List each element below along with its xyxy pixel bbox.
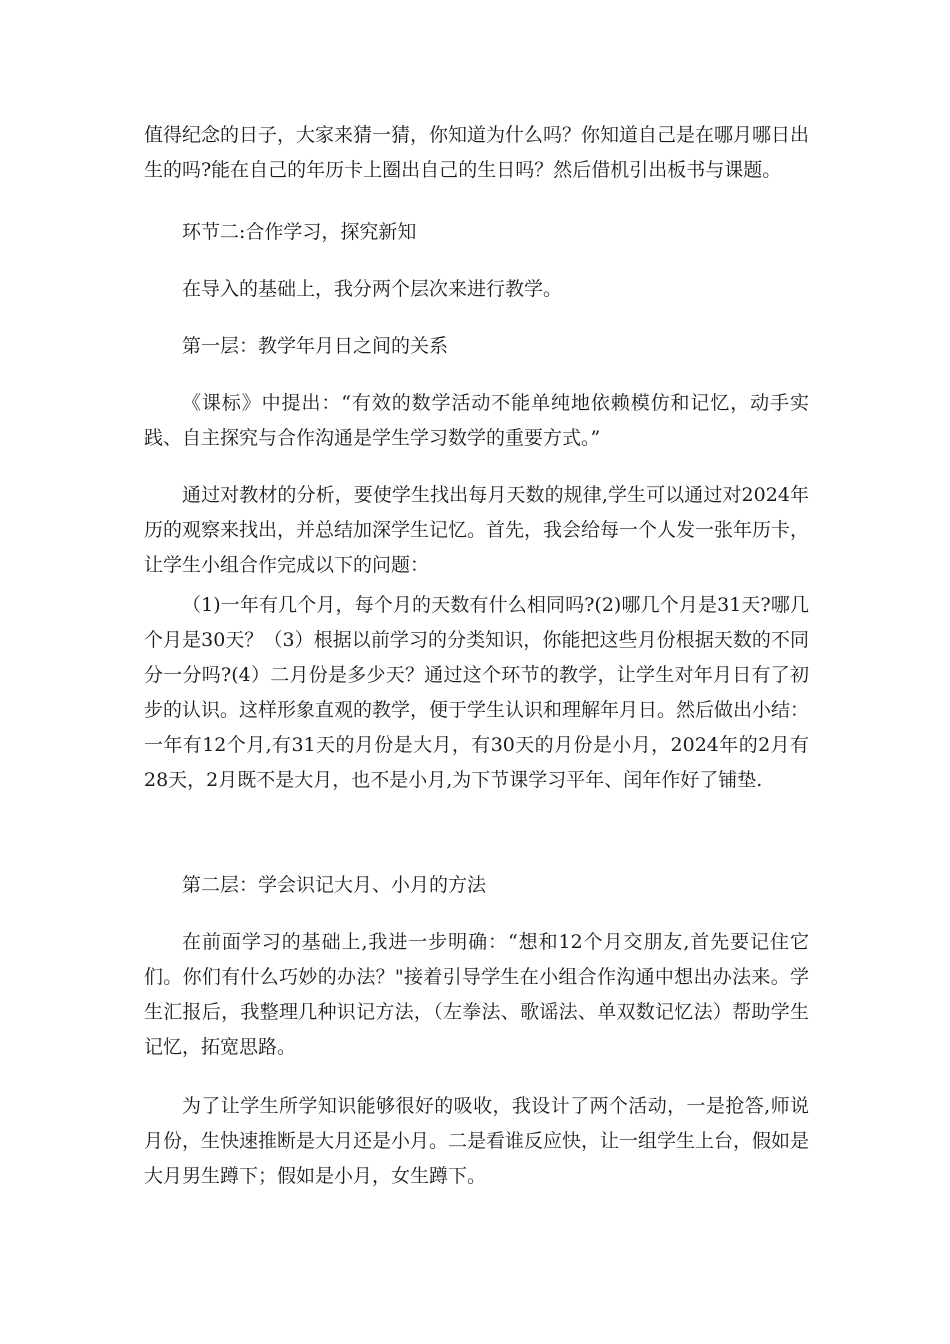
heading-level-one: 第一层：教学年月日之间的关系 [182, 335, 449, 357]
paragraph-textbook-analysis: 通过对教材的分析，要使学生找出每月天数的规律,学生可以通过对2024年历的观察来找出，并总结加深学生记忆。首先，我会给每一个人发一张年历卡，让学生小组合作完成以下的问题： [144, 484, 810, 576]
paragraph-two-levels: 在导入的基础上，我分两个层次来进行教学。 [182, 278, 563, 300]
paragraph-curriculum-quote: 《课标》中提出：“有效的数学活动不能单纯地依赖模仿和记忆，动手实践、自主探究与合作沟通是学生学习数学的重要方式。” [144, 392, 809, 449]
heading-level-two: 第二层：学会识记大月、小月的方法 [182, 874, 487, 896]
paragraph-intro-continuation: 值得纪念的日子，大家来猜一猜，你知道为什么吗？你知道自己是在哪月哪日出生的吗?能在自己的年历卡上圈出自己的生日吗？然后借机引出板书与课题。 [144, 124, 810, 181]
heading-section-two: 环节二:合作学习，探究新知 [182, 221, 417, 243]
paragraph-questions: （1)一年有几个月，每个月的天数有什么相同吗?(2)哪几个月是31天?哪几个月是30天？（3）根据以前学习的分类知识，你能把这些月份根据天数的不同分一分吗?(4）二月份是多少天？通过这个环节的教学，让学生对年月日有了初步的认识。这样形象直观的教学，便于学生认识和理解年月日。然后做出小结：一年有12个月,有31天的月份是大月，有30天的月份是小月，2024年的2月有28天，2月既不是大月，也不是小月,为下节课学习平年、闰年作好了铺垫. [144, 594, 810, 791]
paragraph-memory-methods: 在前面学习的基础上,我进一步明确：“想和12个月交朋友,首先要记住它们。你们有什么巧妙的办法？"接着引导学生在小组合作沟通中想出办法来。学生汇报后，我整理几种识记方法，（左拳法、歌谣法、单双数记忆法）帮助学生记忆，拓宽思路。 [144, 931, 809, 1058]
paragraph-activities: 为了让学生所学知识能够很好的吸收，我设计了两个活动，一是抢答,师说月份，生快速推断是大月还是小月。二是看谁反应快，让一组学生上台，假如是大月男生蹲下；假如是小月，女生蹲下。 [144, 1095, 810, 1187]
